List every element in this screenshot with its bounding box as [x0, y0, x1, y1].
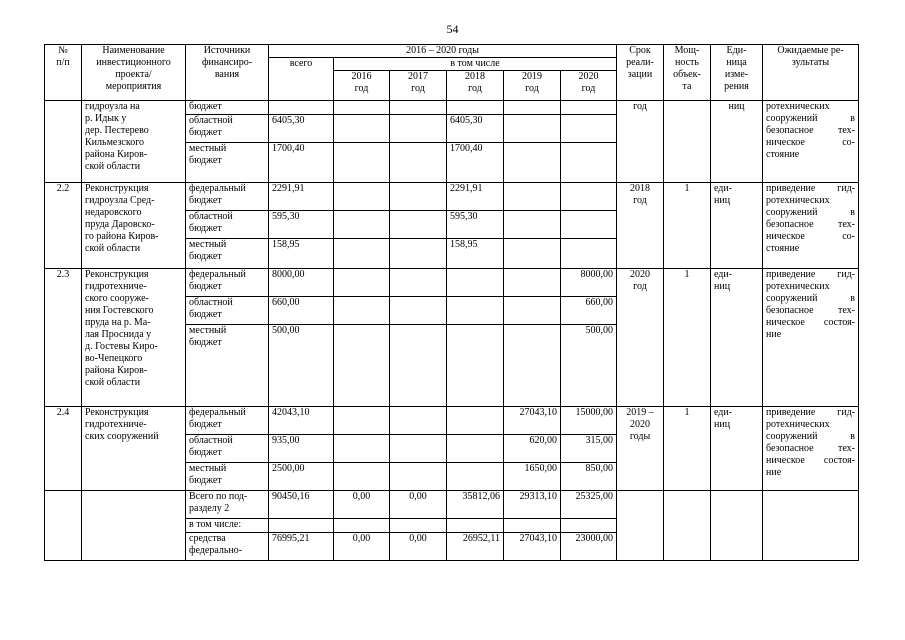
- cont-src2-total: 6405,30: [269, 115, 334, 143]
- p24-src3-2019: 1650,00: [504, 463, 561, 491]
- header-incl: в том числе: [334, 58, 617, 71]
- cont-unit: ниц: [711, 101, 763, 183]
- p22-result: приведение гид- ротехнических сооружений в безопасное тех- ническое со- стояние: [763, 183, 859, 269]
- header-name: Наименование инвестиционного проекта/ мероприятия: [82, 45, 186, 101]
- totals-fed-2016: 0,00: [334, 533, 390, 561]
- p24-src2-2019: 620,00: [504, 435, 561, 463]
- p22-src1-2018: 2291,91: [447, 183, 504, 211]
- p22-src1-total: 2291,91: [269, 183, 334, 211]
- p22-src2-2018: 595,30: [447, 211, 504, 239]
- p24-src3: местный бюджет: [186, 463, 269, 491]
- cont-src3-2018: 1700,40: [447, 143, 504, 183]
- p22-src3-total: 158,95: [269, 239, 334, 269]
- cont-src3-total: 1700,40: [269, 143, 334, 183]
- p24-src2-2020: 315,00: [561, 435, 617, 463]
- totals-2016: 0,00: [334, 491, 390, 519]
- p24-src2-total: 935,00: [269, 435, 334, 463]
- totals-2018: 35812,06: [447, 491, 504, 519]
- header-2016: 2016 год: [334, 71, 390, 101]
- p22-num: 2.2: [45, 183, 82, 269]
- totals-2019: 29313,10: [504, 491, 561, 519]
- header-2018: 2018 год: [447, 71, 504, 101]
- cont-result: ротехнических сооружений в безопасное тех- ническое со- стояние: [763, 101, 859, 183]
- header-capacity: Мощ- ность объек- та: [664, 45, 711, 101]
- p24-unit: еди- ниц: [711, 407, 763, 491]
- p24-name: Реконструкция гидротехниче- ских сооружений: [82, 407, 186, 491]
- cont-num: [45, 101, 82, 183]
- p23-src2-total: 660,00: [269, 297, 334, 325]
- header-num: № п/п: [45, 45, 82, 101]
- p22-term: 2018 год: [617, 183, 664, 269]
- p23-src2-2020: 660,00: [561, 297, 617, 325]
- p24-src1-2019: 27043,10: [504, 407, 561, 435]
- p23-result: приведение гид- ротехнических сооружений в безопасное тех- ническое состоя- ние: [763, 269, 859, 407]
- p22-src1: федеральный бюджет: [186, 183, 269, 211]
- p23-capacity: 1: [664, 269, 711, 407]
- p23-src2: областной бюджет: [186, 297, 269, 325]
- p22-src2-total: 595,30: [269, 211, 334, 239]
- cont-term: год: [617, 101, 664, 183]
- totals-2020: 25325,00: [561, 491, 617, 519]
- p23-src1-2020: 8000,00: [561, 269, 617, 297]
- p23-unit: еди- ниц: [711, 269, 763, 407]
- p23-src1: федеральный бюджет: [186, 269, 269, 297]
- header-term: Срок реали- зации: [617, 45, 664, 101]
- totals-fed-2018: 26952,11: [447, 533, 504, 561]
- cont-src1: бюджет: [186, 101, 269, 115]
- p24-num: 2.4: [45, 407, 82, 491]
- p22-src2: областной бюджет: [186, 211, 269, 239]
- totals-fed-2019: 27043,10: [504, 533, 561, 561]
- p24-result: приведение гид- ротехнических сооружений в безопасное тех- ническое состоя- ние: [763, 407, 859, 491]
- cont-src3: местный бюджет: [186, 143, 269, 183]
- header-2017: 2017 год: [390, 71, 447, 101]
- p24-src1-total: 42043,10: [269, 407, 334, 435]
- totals-fed-2020: 23000,00: [561, 533, 617, 561]
- p24-src1-2020: 15000,00: [561, 407, 617, 435]
- cont-src2-2018: 6405,30: [447, 115, 504, 143]
- p24-src3-2020: 850,00: [561, 463, 617, 491]
- p23-src3: местный бюджет: [186, 325, 269, 407]
- header-sources: Источники финансиро- вания: [186, 45, 269, 101]
- p22-unit: еди- ниц: [711, 183, 763, 269]
- totals-fed-label: средства федерально-: [186, 533, 269, 561]
- header-2020: 2020 год: [561, 71, 617, 101]
- p22-capacity: 1: [664, 183, 711, 269]
- p22-src3: местный бюджет: [186, 239, 269, 269]
- totals-fed-total: 76995,21: [269, 533, 334, 561]
- header-2019: 2019 год: [504, 71, 561, 101]
- totals-total: 90450,16: [269, 491, 334, 519]
- p24-capacity: 1: [664, 407, 711, 491]
- cont-src2: областной бюджет: [186, 115, 269, 143]
- page-number: 54: [446, 22, 459, 36]
- p22-src3-2018: 158,95: [447, 239, 504, 269]
- totals-label: Всего по под- разделу 2: [186, 491, 269, 519]
- p23-num: 2.3: [45, 269, 82, 407]
- totals-incl-label: в том числе:: [186, 519, 269, 533]
- totals-2017: 0,00: [390, 491, 447, 519]
- p24-term: 2019 – 2020 годы: [617, 407, 664, 491]
- p23-src3-2020: 500,00: [561, 325, 617, 407]
- totals-fed-2017: 0,00: [390, 533, 447, 561]
- p22-name: Реконструкция гидроузла Сред- недаровского пруда Даровско- го района Киров- ской области: [82, 183, 186, 269]
- header-unit: Еди- ница изме- рения: [711, 45, 763, 101]
- p24-src2: областной бюджет: [186, 435, 269, 463]
- header-period: 2016 – 2020 годы: [269, 45, 617, 58]
- p24-src3-total: 2500,00: [269, 463, 334, 491]
- p23-src3-total: 500,00: [269, 325, 334, 407]
- cont-name: гидроузла на р. Идык у дер. Пестерево Кильмезского района Киров- ской области: [82, 101, 186, 183]
- header-result: Ожидаемые ре- зультаты: [763, 45, 859, 101]
- p23-term: 2020 год: [617, 269, 664, 407]
- p23-name: Реконструкция гидротехниче- ского сооруже- ния Гостевского пруда на р. Ма- лая Проснида у д. Гостевы Киро- во-Чепецкого района Киров- ской области: [82, 269, 186, 407]
- p23-src1-total: 8000,00: [269, 269, 334, 297]
- header-total: всего: [269, 58, 334, 101]
- p24-src1: федеральный бюджет: [186, 407, 269, 435]
- investment-table: [44, 44, 859, 561]
